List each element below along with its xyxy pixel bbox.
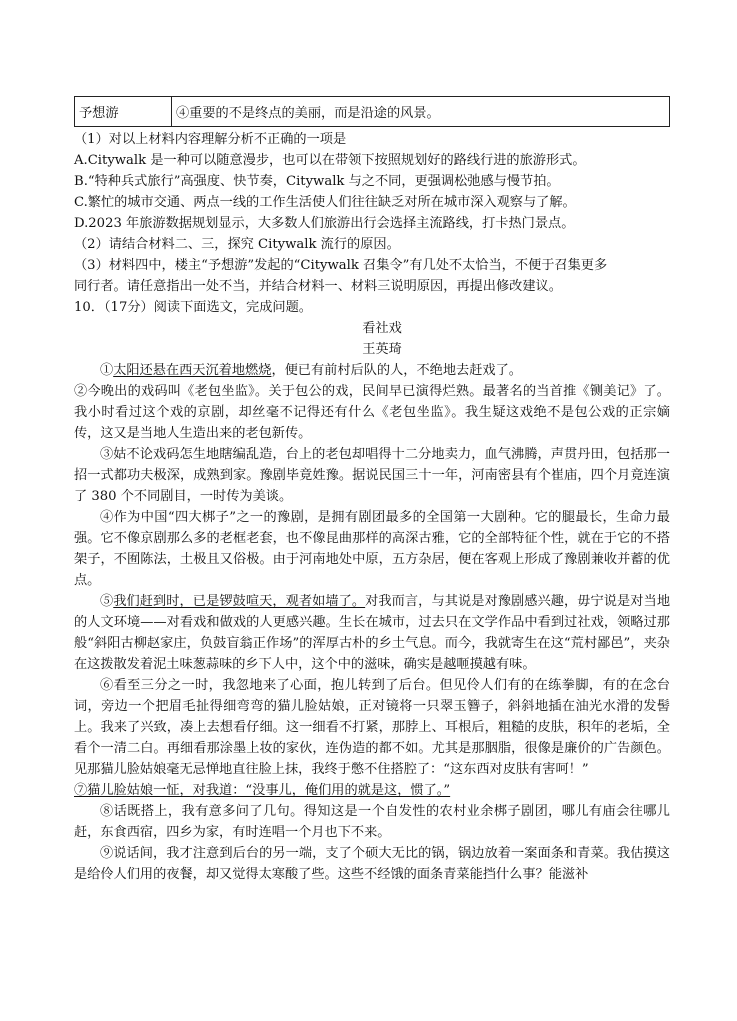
- paragraph-2: ②今晚出的戏码叫《老包坐监》。关于包公的戏，民间早已演得烂熟。最著名的当首推《铡美记》了。我小时看过这个戏的京剧，却丝毫不记得还有什么《老包坐监》。我生疑这戏绝不是包公戏的正宗嫡传，这又是当地人生造出来的老包新传。: [74, 384, 670, 441]
- paragraph-5: [74, 591, 670, 675]
- paragraph-7: ⑦猫儿脸姑娘一怔，对我道：“没事儿，俺们用的就是这，惯了。”: [74, 783, 451, 798]
- paragraph-number: ①: [100, 363, 114, 378]
- paragraph-text: ，便已有前村后队的人，不绝地去赶戏了。: [271, 363, 522, 378]
- table-cell-content: ④重要的不是终点的美丽，而是沿途的风景。: [172, 97, 670, 127]
- table-row: [75, 97, 670, 127]
- paragraph-8: ⑧话既搭上，我有意多问了几句。得知这是一个自发性的农村业余梆子剧团，哪儿有庙会往哪儿赶，东食西宿，四乡为家，有时连唱一个月也下不来。: [74, 804, 670, 840]
- q10-header: 10．（17分）阅读下面选文，完成问题。: [74, 300, 312, 315]
- question-line: 同行者。请任意指出一处不当，并结合材料一、材料三说明原因，再提出修改建议。: [74, 279, 562, 294]
- info-table: [74, 96, 670, 127]
- option-b: B.“特种兵式旅行”高强度、快节奏，Citywalk 与之不同，更强调松弛感与慢节拍。: [74, 174, 560, 189]
- paragraph-9: ⑨说话间，我才注意到后台的另一端，支了个硕大无比的锅，锅边放着一案面条和青菜。我估摸这是给伶人们用的夜餐，却又觉得太寒酸了些。这些不经饿的面条青菜能挡什么事？能滋补: [74, 846, 670, 882]
- article-title: 看社戏: [362, 321, 402, 336]
- question-line: （1）对以上材料内容理解分析不正确的一项是: [74, 132, 347, 147]
- question-line: （2）请结合材料二、三，探究 Citywalk 流行的原因。: [74, 237, 400, 252]
- option-d: D.2023 年旅游数据规划显示，大多数人们旅游出行会选择主流路线，打卡热门景点。: [74, 216, 575, 231]
- paragraph-text: 对我而言，与其说是对豫剧感兴趣，毋宁说是对当地的人文环境——对看戏和做戏的人更感兴趣。生长在城市，过去只在文学作品中看到过社戏，领略过那般“斜阳古柳赵家庄，负鼓盲翁正作场”的浑厚古朴的乡土气息。而今，我就寄生在这“荒村鄙邑”，夹杂在这拨散发着泥土味葱蒜味的乡下人中，这个中的滋味，确实是越咂摸越有味。: [74, 594, 671, 672]
- question-block: [74, 129, 670, 297]
- paragraph-6: ⑥看至三分之一时，我忽地来了心面，抱儿转到了后台。但见伶人们有的在练拳脚，有的在念台词，旁边一个把眉毛扯得细弯弯的猫儿脸姑娘，正对镜将一只翠玉簪子，斜斜地插在油光水滑的发髻上。我来了兴致，凑上去想看仔细。这一细看不打紧，那脖上、耳根后，粗糙的皮肤，积年的老垢，全看个一清二白。再细看那涂墨上妆的家伙，连伪造的都不如。尤其是那胭脂，很像是廉价的广告颜色。见那猫儿脸姑娘毫无忌惮地直往脸上抹，我终于憋不住搭腔了：“这东西对皮肤有害呵！”: [74, 678, 670, 777]
- paragraph-3: ③姑不论戏码怎生地瞎编乱造，台上的老包却唱得十二分地卖力，血气沸腾，声贯丹田，包括那一招一式都功夫极深，成熟到家。豫剧毕竟姓豫。据说民国三十一年，河南密县有个崔庙，四个月竟连演了 380 个不同剧目，一时传为美谈。: [74, 447, 670, 504]
- document-page: [74, 96, 670, 885]
- option-a: A.Citywalk 是一种可以随意漫步，也可以在带领下按照规划好的路线行进的旅游形式。: [74, 153, 586, 168]
- underlined-sentence: 太阳还悬在西天沉着地燃烧: [113, 363, 272, 378]
- article-author: 王英琦: [362, 342, 402, 357]
- paragraph-1: [74, 360, 670, 381]
- option-c: C.繁忙的城市交通、两点一线的工作生活使人们往往缺乏对所在城市深入观察与了解。: [74, 195, 576, 210]
- question-line: （3）材料四中，楼主“予想游”发起的“Citywalk 召集令”有几处不太恰当，不便于召集更多: [74, 258, 608, 273]
- table-cell-name: 予想游: [75, 97, 172, 127]
- underlined-sentence: 我们赶到时，已是锣鼓喧天，观者如墙了。: [113, 594, 366, 609]
- paragraph-number: ⑤: [100, 594, 114, 609]
- paragraph-4: ④作为中国“四大梆子”之一的豫剧，是拥有剧团最多的全国第一大剧种。它的腿最长，生命力最强。它不像京剧那么多的老框老套，也不像昆曲那样的高深古雅，它的全部特征个性，就在于它的不搭架子，不囿陈法，土极且又俗极。由于河南地处中原，五方杂居，便在客观上形成了豫剧兼收并蓄的优点。: [74, 510, 670, 588]
